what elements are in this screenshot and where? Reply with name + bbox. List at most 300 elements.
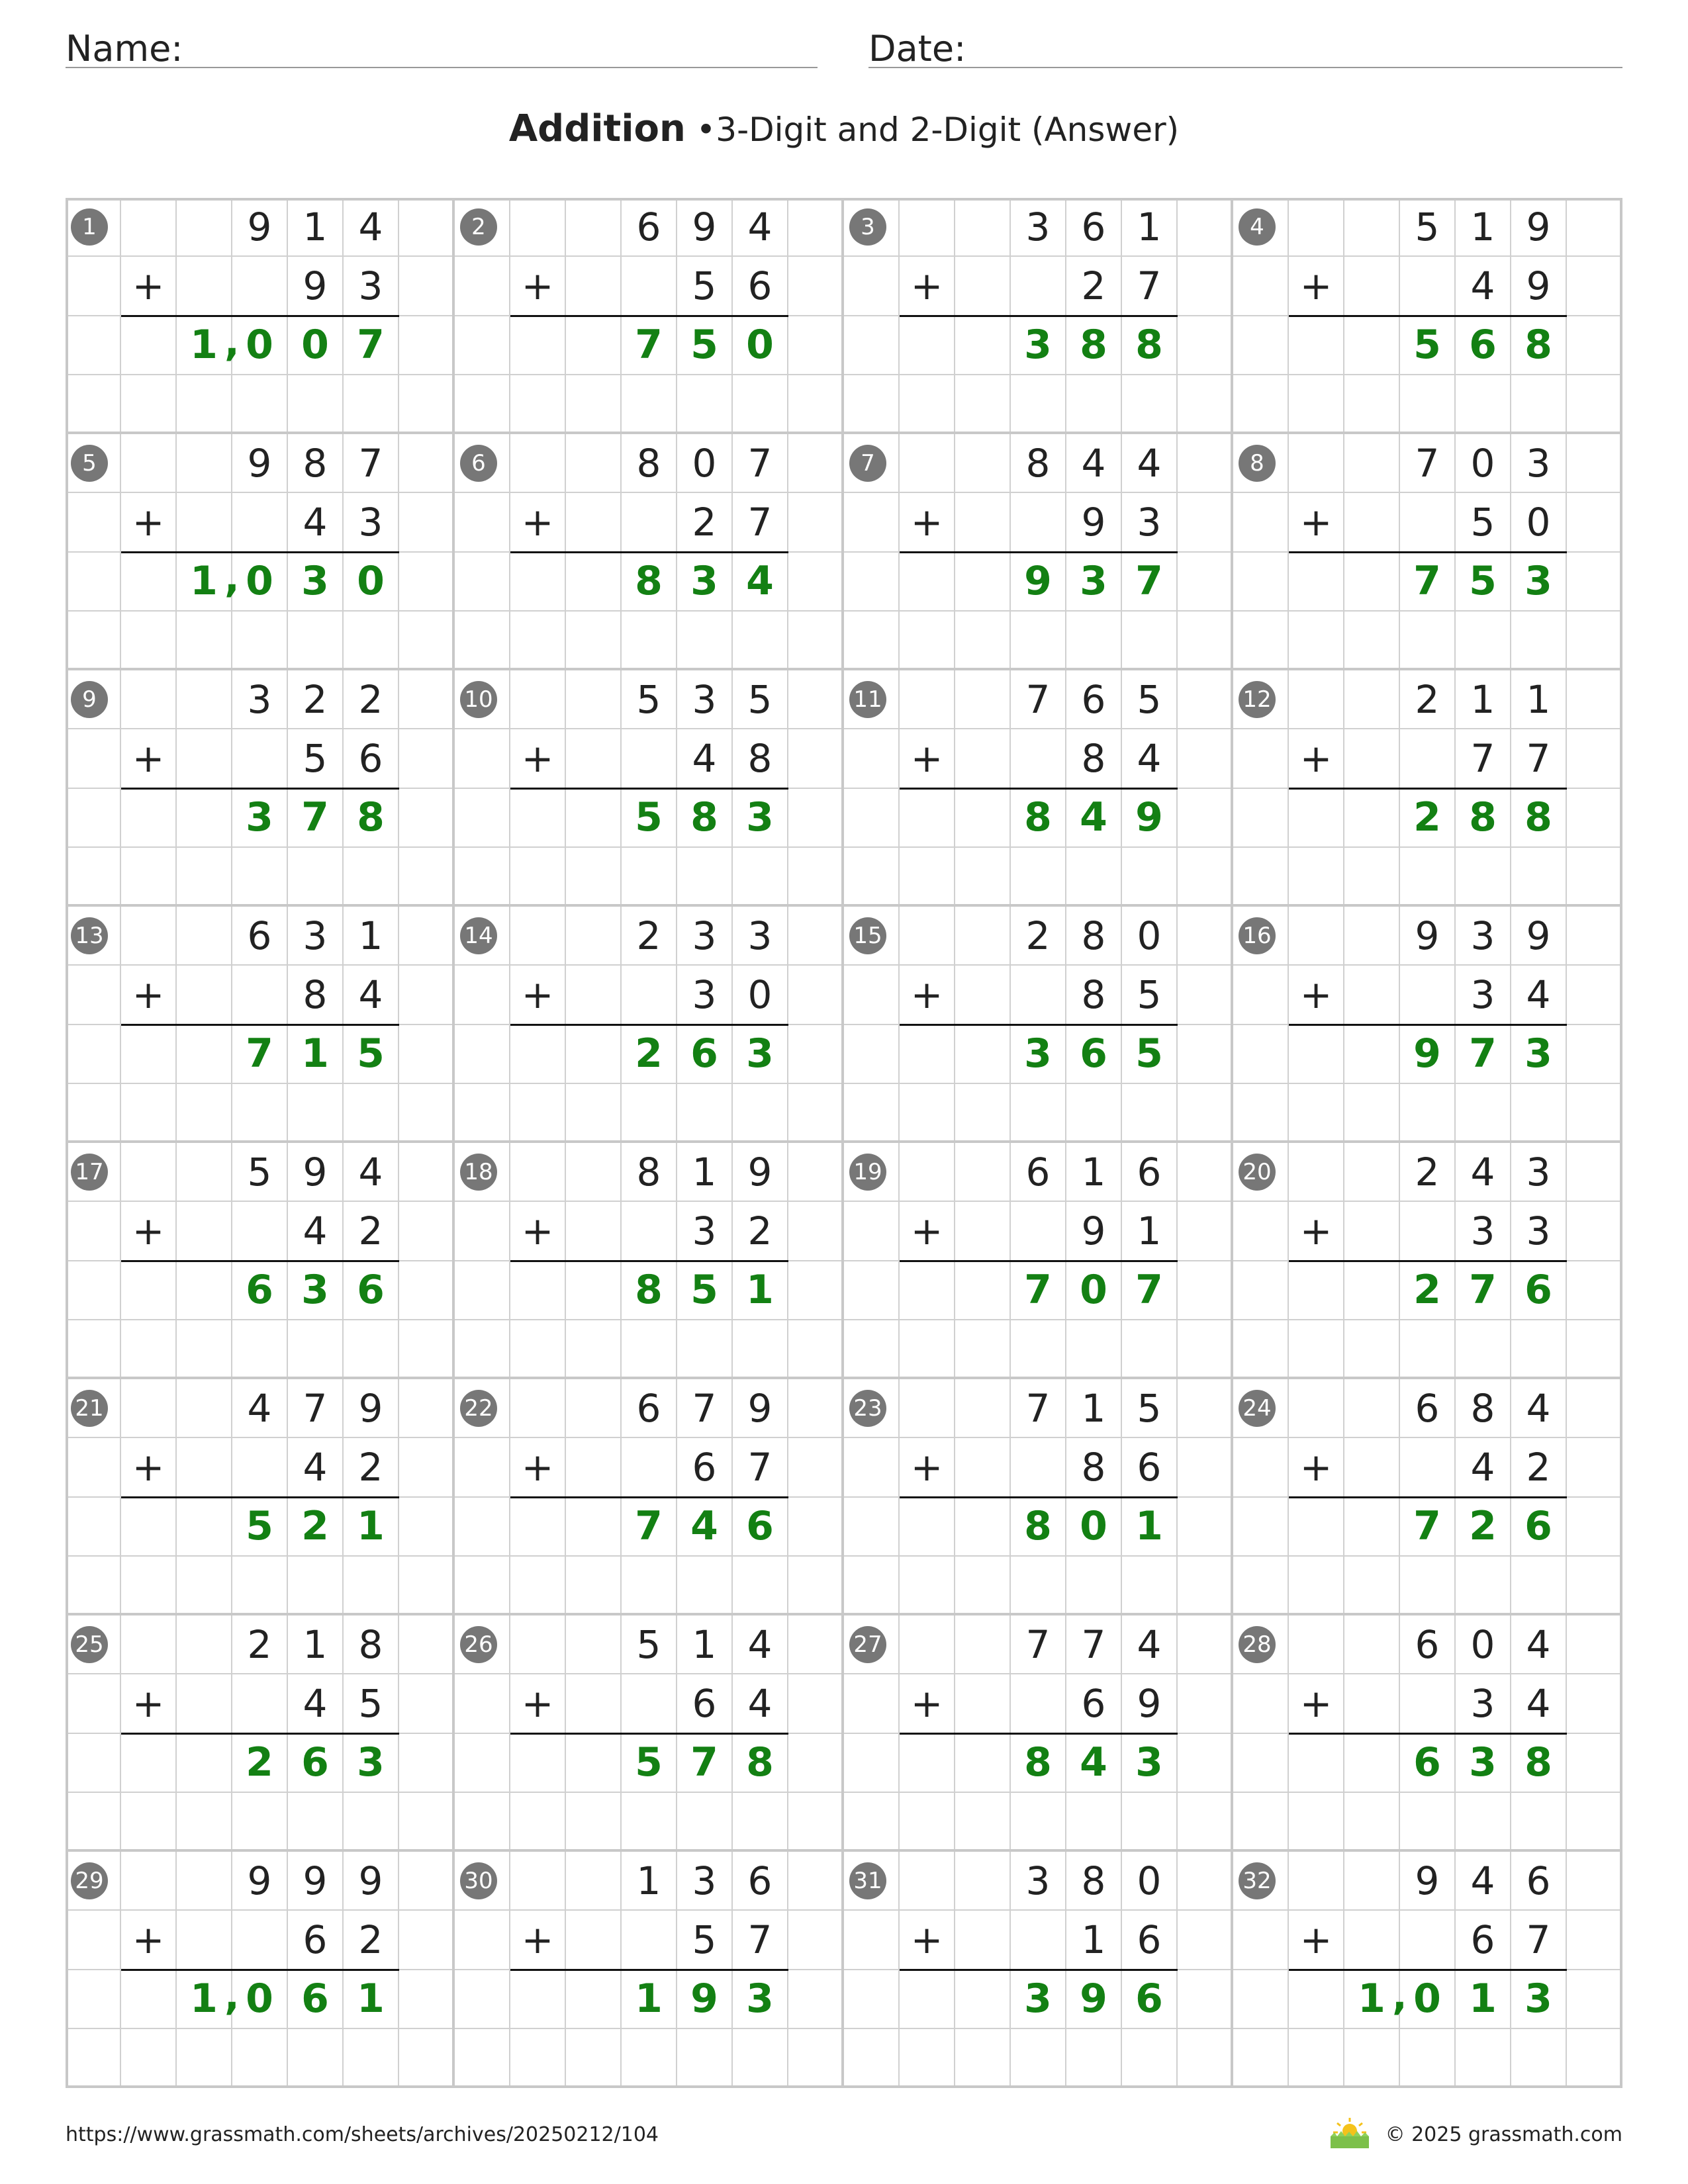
- sum-rule: [900, 1969, 1178, 1971]
- name-line[interactable]: [66, 67, 818, 68]
- grid-cell: [1344, 1320, 1400, 1379]
- grid-cell: [1122, 1025, 1178, 1084]
- grid-cell: [1122, 553, 1178, 612]
- grid-cell: [677, 1674, 733, 1733]
- addend-digit: 2: [358, 1208, 383, 1253]
- grid-cell: [844, 375, 900, 434]
- grid-cell: [455, 789, 510, 848]
- grid-cell: [955, 1320, 1011, 1379]
- grid-cell: [510, 1498, 566, 1557]
- grid-cell: [844, 553, 900, 612]
- answer-digit: 3: [746, 1030, 774, 1077]
- grid-cell: [232, 1911, 288, 1970]
- name-label: Name:: [66, 28, 183, 69]
- grid-cell: [399, 257, 455, 316]
- date-label: Date:: [868, 28, 966, 69]
- grid-cell: [177, 1911, 232, 1970]
- answer-digit: 0: [246, 1976, 273, 2023]
- grid-cell: [1289, 612, 1344, 670]
- grid-cell: [844, 1674, 900, 1733]
- plus-sign: +: [132, 735, 165, 781]
- answer-digit: 9: [690, 1976, 718, 2023]
- grid-cell: [510, 1261, 566, 1320]
- grid-cell: [788, 1852, 844, 1911]
- plus-sign: +: [521, 735, 554, 781]
- addend-digit: 6: [1415, 1621, 1440, 1667]
- problem-number-badge: 17: [71, 1154, 108, 1191]
- plus-sign: +: [132, 499, 165, 545]
- grid-cell: [1511, 434, 1567, 493]
- problem-number-badge: 8: [1239, 445, 1276, 482]
- grid-cell: [1178, 1615, 1233, 1674]
- grid-cell: [399, 1734, 455, 1793]
- answer-digit: 6: [301, 1976, 329, 2023]
- grid-cell: [1233, 553, 1289, 612]
- addend-digit: 6: [1025, 1149, 1051, 1195]
- answer-digit: 8: [1024, 1503, 1052, 1550]
- grid-cell: [844, 1557, 900, 1615]
- grid-cell: [1344, 1379, 1400, 1438]
- grid-cell: [399, 1970, 455, 2029]
- grid-cell: [288, 1557, 344, 1615]
- grid-cell: [844, 1970, 900, 2029]
- addend-digit: 2: [358, 1444, 383, 1490]
- addend-digit: 4: [1470, 1444, 1495, 1490]
- grid-cell: [232, 1793, 288, 1852]
- grid-cell: [566, 966, 622, 1024]
- grid-cell: [1511, 1911, 1567, 1970]
- grid-cell: [733, 729, 788, 788]
- grid-cell: [900, 553, 955, 612]
- answer-digit: 1: [190, 322, 218, 369]
- problem-29: [66, 1852, 455, 2088]
- problem-number-badge: 13: [71, 917, 108, 954]
- grid-cell: [1567, 1557, 1622, 1615]
- addend-digit: 1: [1470, 204, 1495, 250]
- grid-cell: [733, 1557, 788, 1615]
- grid-cell: [788, 1734, 844, 1793]
- grid-cell: [1066, 1793, 1122, 1852]
- grid-cell: [900, 1498, 955, 1557]
- addend-digit: 4: [247, 1385, 272, 1431]
- addend-digit: 7: [1025, 676, 1051, 722]
- grid-cell: [677, 1379, 733, 1438]
- grid-cell: [677, 1084, 733, 1143]
- answer-digit: 8: [1024, 1739, 1052, 1786]
- grid-cell: [66, 2029, 121, 2088]
- grid-cell: [399, 553, 455, 612]
- answer-digit: 3: [1524, 558, 1552, 605]
- plus-sign: +: [132, 1444, 165, 1490]
- answer-comma: ,: [224, 1972, 240, 2019]
- grid-cell: [1178, 1970, 1233, 2029]
- sum-rule: [510, 1260, 788, 1262]
- grid-cell: [1122, 1261, 1178, 1320]
- grid-cell: [733, 1615, 788, 1674]
- grid-cell: [788, 729, 844, 788]
- addend-digit: 1: [1470, 676, 1495, 722]
- grid-cell: [566, 257, 622, 316]
- sum-rule: [1289, 551, 1567, 553]
- grid-cell: [955, 1379, 1011, 1438]
- grid-cell: [66, 375, 121, 434]
- grid-cell: [510, 1911, 566, 1970]
- grid-cell: [1511, 1557, 1567, 1615]
- answer-digit: 3: [1524, 1976, 1552, 2023]
- problem-number-badge: 28: [1239, 1626, 1276, 1663]
- footer-url: https://www.grassmath.com/sheets/archives/20250212/104: [66, 2123, 659, 2146]
- grid-cell: [677, 257, 733, 316]
- grid-cell: [1178, 1498, 1233, 1557]
- grid-cell: [955, 198, 1011, 257]
- grid-cell: [566, 1498, 622, 1557]
- grid-cell: [232, 1261, 288, 1320]
- answer-digit: 3: [357, 1739, 385, 1786]
- grid-cell: [1567, 2029, 1622, 2088]
- grid-cell: [399, 493, 455, 552]
- grid-cell: [1400, 2029, 1456, 2088]
- grid-cell: [844, 1498, 900, 1557]
- sum-rule: [1289, 1024, 1567, 1026]
- grid-cell: [1066, 1970, 1122, 2029]
- addend-digit: 1: [303, 204, 328, 250]
- grid-cell: [232, 848, 288, 907]
- plus-sign: +: [1299, 499, 1333, 545]
- grid-cell: [1456, 257, 1511, 316]
- problem-15: [844, 907, 1233, 1143]
- grid-cell: [1122, 1615, 1178, 1674]
- grid-cell: [1178, 907, 1233, 966]
- sum-rule: [900, 1496, 1178, 1498]
- grid-cell: [955, 1615, 1011, 1674]
- problem-28: [1233, 1615, 1622, 1852]
- answer-digit: 4: [690, 1503, 718, 1550]
- grid-cell: [510, 375, 566, 434]
- grid-cell: [900, 1202, 955, 1261]
- addend-digit: 9: [692, 204, 717, 250]
- grid-cell: [121, 1498, 177, 1557]
- addend-digit: 9: [1415, 1858, 1440, 1903]
- grid-cell: [1011, 1674, 1066, 1733]
- grid-cell: [1567, 1379, 1622, 1438]
- grid-cell: [677, 1143, 733, 1202]
- answer-digit: 7: [635, 1503, 663, 1550]
- addend-digit: 3: [692, 972, 717, 1017]
- grid-cell: [288, 1320, 344, 1379]
- grid-cell: [399, 729, 455, 788]
- answer-digit: 2: [246, 1739, 273, 1786]
- sum-rule: [121, 1733, 399, 1735]
- answer-digit: 9: [1080, 1976, 1107, 2023]
- addend-digit: 1: [1526, 676, 1551, 722]
- grid-cell: [344, 1793, 399, 1852]
- grid-cell: [510, 1379, 566, 1438]
- grid-cell: [1011, 848, 1066, 907]
- grid-cell: [1178, 553, 1233, 612]
- grid-cell: [288, 670, 344, 729]
- grid-cell: [1178, 1734, 1233, 1793]
- grid-cell: [177, 789, 232, 848]
- grid-cell: [66, 1793, 121, 1852]
- grid-cell: [66, 1202, 121, 1261]
- grid-cell: [510, 434, 566, 493]
- grid-cell: [1400, 1261, 1456, 1320]
- grid-cell: [1344, 257, 1400, 316]
- grid-cell: [455, 493, 510, 552]
- answer-comma: ,: [1392, 1972, 1407, 2019]
- answer-digit: 6: [246, 1267, 273, 1314]
- grid-cell: [1066, 1911, 1122, 1970]
- answer-digit: 3: [1080, 558, 1107, 605]
- grid-cell: [399, 198, 455, 257]
- grid-cell: [566, 1261, 622, 1320]
- grid-cell: [1122, 1674, 1178, 1733]
- grid-cell: [344, 1674, 399, 1733]
- grid-cell: [232, 493, 288, 552]
- problem-2: [455, 198, 844, 434]
- answer-digit: 7: [301, 794, 329, 841]
- grid-cell: [232, 198, 288, 257]
- addend-digit: 1: [1137, 204, 1162, 250]
- grid-cell: [177, 198, 232, 257]
- answer-digit: 5: [1413, 322, 1441, 369]
- addend-digit: 1: [1081, 1149, 1106, 1195]
- grid-cell: [1511, 1320, 1567, 1379]
- grid-cell: [677, 434, 733, 493]
- grid-cell: [510, 1084, 566, 1143]
- grid-cell: [66, 493, 121, 552]
- grid-cell: [788, 670, 844, 729]
- answer-digit: 8: [1524, 1739, 1552, 1786]
- grid-cell: [1066, 434, 1122, 493]
- problem-21: [66, 1379, 455, 1615]
- grid-cell: [399, 1498, 455, 1557]
- grid-cell: [1567, 848, 1622, 907]
- grid-cell: [1122, 729, 1178, 788]
- grid-cell: [733, 907, 788, 966]
- grid-cell: [1456, 789, 1511, 848]
- grid-cell: [455, 1557, 510, 1615]
- sum-rule: [900, 551, 1178, 553]
- problem-number-badge: 22: [460, 1390, 497, 1427]
- grid-cell: [1456, 670, 1511, 729]
- grid-cell: [121, 612, 177, 670]
- grid-cell: [1344, 1793, 1400, 1852]
- grid-cell: [1122, 198, 1178, 257]
- grid-cell: [344, 375, 399, 434]
- grid-cell: [288, 2029, 344, 2088]
- grid-cell: [121, 729, 177, 788]
- answer-digit: 3: [246, 794, 273, 841]
- grid-cell: [955, 789, 1011, 848]
- grid-cell: [1233, 493, 1289, 552]
- grid-cell: [900, 907, 955, 966]
- grid-cell: [1122, 848, 1178, 907]
- grid-cell: [1233, 2029, 1289, 2088]
- grid-cell: [1567, 1498, 1622, 1557]
- grid-cell: [1400, 612, 1456, 670]
- grid-cell: [844, 2029, 900, 2088]
- answer-digit: 5: [246, 1503, 273, 1550]
- addend-digit: 8: [1470, 1385, 1495, 1431]
- answer-digit: 3: [1524, 1030, 1552, 1077]
- grid-cell: [177, 612, 232, 670]
- grid-cell: [844, 966, 900, 1024]
- grid-cell: [1567, 198, 1622, 257]
- grid-cell: [788, 1615, 844, 1674]
- addend-digit: 9: [1415, 913, 1440, 958]
- grid-cell: [288, 434, 344, 493]
- problem-number-badge: 14: [460, 917, 497, 954]
- grid-cell: [1178, 1025, 1233, 1084]
- addend-digit: 3: [692, 1858, 717, 1903]
- addend-digit: 7: [692, 1385, 717, 1431]
- grid-cell: [66, 1025, 121, 1084]
- grid-cell: [344, 1202, 399, 1261]
- addend-digit: 4: [1470, 263, 1495, 308]
- grid-cell: [844, 1793, 900, 1852]
- grid-cell: [66, 1911, 121, 1970]
- grid-cell: [510, 1202, 566, 1261]
- plus-sign: +: [521, 1208, 554, 1253]
- grid-cell: [1344, 670, 1400, 729]
- problem-4: [1233, 198, 1622, 434]
- grid-cell: [1066, 1557, 1122, 1615]
- sum-rule: [900, 315, 1178, 317]
- grid-cell: [1400, 1084, 1456, 1143]
- grid-cell: [1344, 907, 1400, 966]
- answer-digit: 4: [746, 558, 774, 605]
- grid-cell: [510, 1320, 566, 1379]
- grid-cell: [399, 1674, 455, 1733]
- grid-cell: [1178, 1438, 1233, 1497]
- grid-cell: [733, 1911, 788, 1970]
- problem-10: [455, 670, 844, 907]
- grid-cell: [677, 1793, 733, 1852]
- grid-cell: [232, 729, 288, 788]
- answer-digit: 6: [1524, 1503, 1552, 1550]
- grid-cell: [232, 553, 288, 612]
- grid-cell: [455, 1025, 510, 1084]
- grid-cell: [677, 1261, 733, 1320]
- grid-cell: [677, 1852, 733, 1911]
- addend-digit: 4: [1526, 1385, 1551, 1431]
- grid-cell: [566, 434, 622, 493]
- grid-cell: [622, 1025, 677, 1084]
- grid-cell: [399, 1438, 455, 1497]
- addend-digit: 7: [747, 1444, 773, 1490]
- grid-cell: [900, 1084, 955, 1143]
- grid-cell: [288, 257, 344, 316]
- grid-cell: [510, 1557, 566, 1615]
- grid-cell: [1344, 493, 1400, 552]
- problem-number-badge: 4: [1239, 208, 1276, 246]
- grid-cell: [66, 848, 121, 907]
- answer-digit: 0: [1080, 1503, 1107, 1550]
- grid-cell: [677, 493, 733, 552]
- grid-cell: [344, 1143, 399, 1202]
- grid-cell: [1567, 1261, 1622, 1320]
- grid-cell: [177, 670, 232, 729]
- grid-cell: [733, 1084, 788, 1143]
- answer-digit: 8: [357, 794, 385, 841]
- grid-cell: [1011, 1320, 1066, 1379]
- grid-cell: [177, 966, 232, 1024]
- grid-cell: [900, 1615, 955, 1674]
- addend-digit: 8: [1081, 972, 1106, 1017]
- addend-digit: 9: [303, 1858, 328, 1903]
- grid-cell: [1066, 316, 1122, 375]
- grid-cell: [1066, 1084, 1122, 1143]
- grid-cell: [288, 1438, 344, 1497]
- grid-cell: [677, 1734, 733, 1793]
- grid-cell: [177, 1261, 232, 1320]
- addend-digit: 3: [1025, 204, 1051, 250]
- grid-cell: [1011, 966, 1066, 1024]
- problem-26: [455, 1615, 844, 1852]
- problem-number-badge: 2: [460, 208, 497, 246]
- grid-cell: [622, 375, 677, 434]
- grid-cell: [1122, 1557, 1178, 1615]
- grid-cell: [566, 553, 622, 612]
- grid-cell: [1511, 1379, 1567, 1438]
- plus-sign: +: [521, 499, 554, 545]
- grid-cell: [1456, 729, 1511, 788]
- grid-cell: [844, 316, 900, 375]
- grid-cell: [455, 966, 510, 1024]
- grid-cell: [900, 1320, 955, 1379]
- grid-cell: [1011, 670, 1066, 729]
- grid-cell: [66, 553, 121, 612]
- grid-cell: [1289, 1261, 1344, 1320]
- grid-cell: [121, 1320, 177, 1379]
- date-line[interactable]: [868, 67, 1622, 68]
- grid-cell: [955, 670, 1011, 729]
- grid-cell: [510, 2029, 566, 2088]
- grid-cell: [566, 612, 622, 670]
- grid-cell: [1178, 316, 1233, 375]
- grid-cell: [622, 493, 677, 552]
- answer-digit: 8: [635, 1267, 663, 1314]
- grid-cell: [788, 1202, 844, 1261]
- addend-digit: 0: [1526, 499, 1551, 545]
- grid-cell: [510, 1438, 566, 1497]
- grid-cell: [1122, 434, 1178, 493]
- sum-rule: [1289, 1496, 1567, 1498]
- grid-cell: [1289, 316, 1344, 375]
- grid-cell: [1511, 316, 1567, 375]
- plus-sign: +: [1299, 972, 1333, 1017]
- grid-cell: [677, 848, 733, 907]
- answer-digit: 0: [1080, 1267, 1107, 1314]
- grid-cell: [288, 553, 344, 612]
- grid-cell: [1233, 789, 1289, 848]
- grid-cell: [733, 434, 788, 493]
- grid-cell: [1344, 316, 1400, 375]
- grid-cell: [566, 198, 622, 257]
- grid-cell: [1233, 1025, 1289, 1084]
- grid-cell: [1567, 1025, 1622, 1084]
- grid-cell: [121, 553, 177, 612]
- addend-digit: 5: [1137, 1385, 1162, 1431]
- addend-digit: 5: [636, 1621, 661, 1667]
- grid-cell: [1011, 1379, 1066, 1438]
- addend-digit: 7: [747, 1917, 773, 1962]
- addend-digit: 4: [1470, 1858, 1495, 1903]
- grid-cell: [1344, 1438, 1400, 1497]
- grid-cell: [677, 2029, 733, 2088]
- title-bullet: •: [696, 111, 716, 149]
